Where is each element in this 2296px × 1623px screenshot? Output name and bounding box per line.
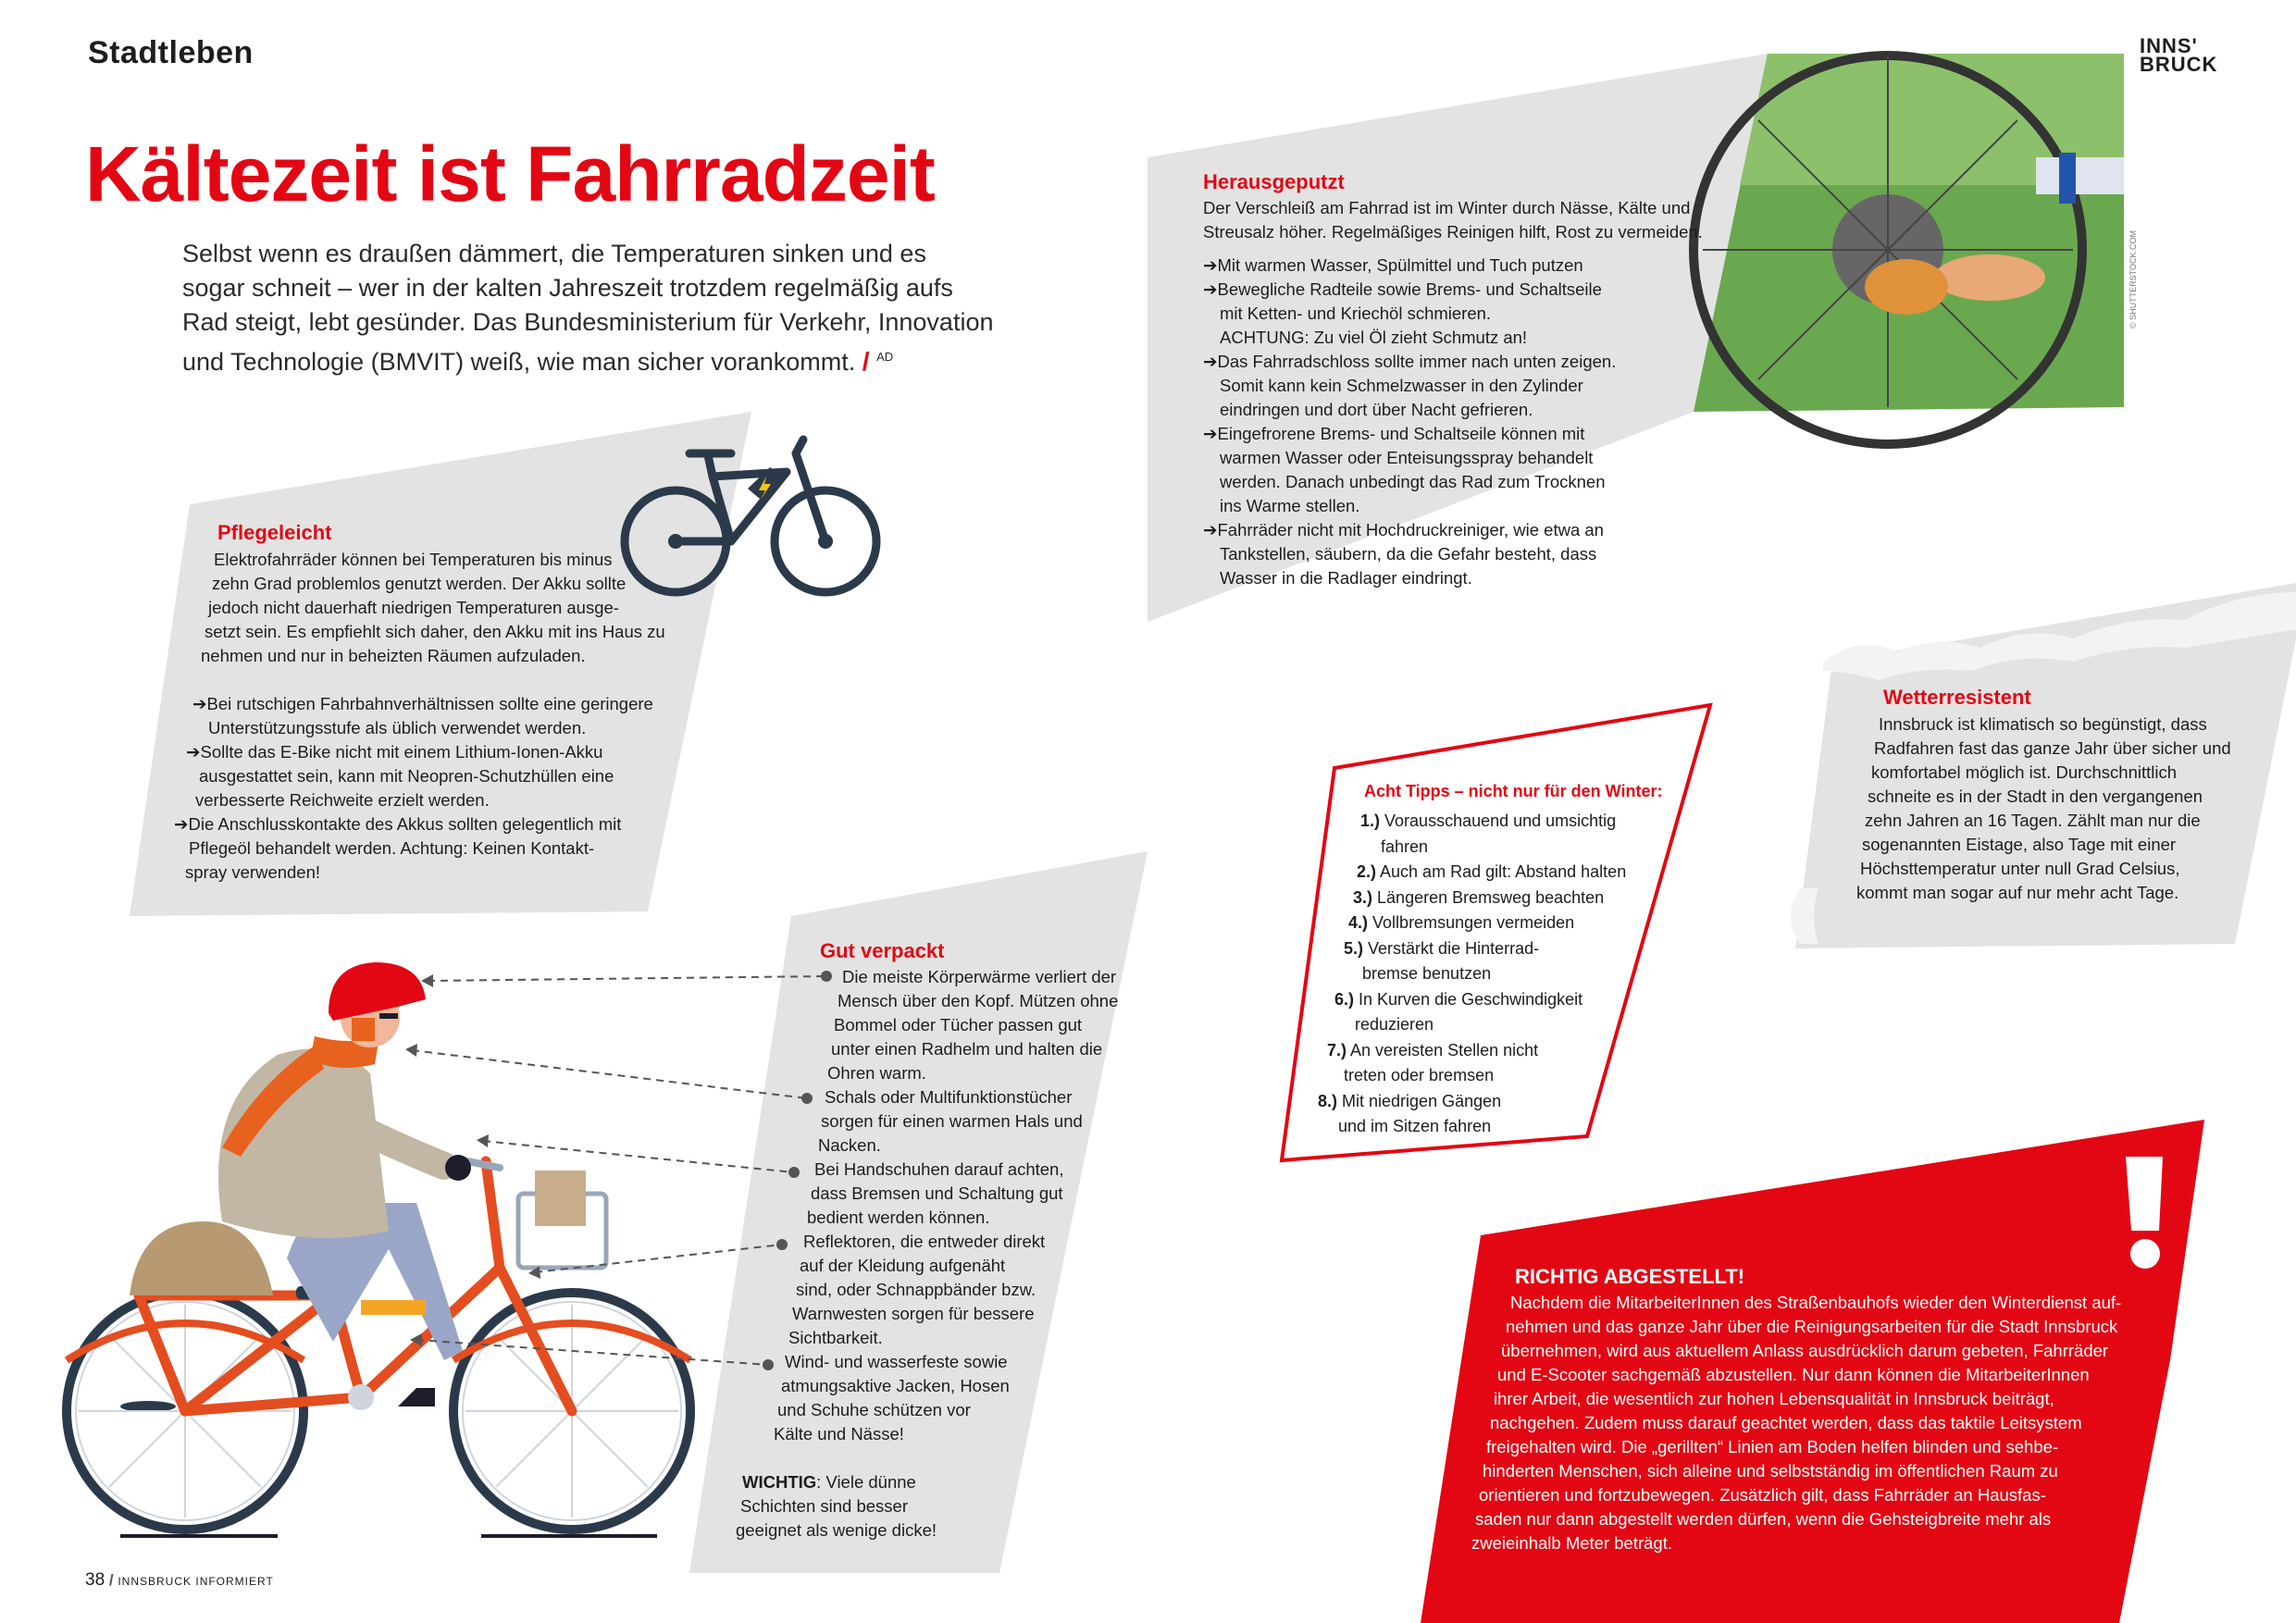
text-line: ➔Sollte das E-Bike nicht mit einem Lithium-Ionen-Akku [186, 742, 603, 762]
text-line: mit Ketten- und Kriechöl schmieren. [1220, 304, 1492, 323]
author-credit: AD [876, 350, 894, 364]
text-line [199, 668, 665, 692]
text-line: sind, oder Schnappbänder bzw. [796, 1280, 1036, 1299]
text-line: eindringen und dort über Nacht gefrieren. [1220, 400, 1533, 419]
tip-item [1360, 809, 1626, 835]
intro-line [182, 340, 941, 379]
text-line: auf der Kleidung aufgenäht [800, 1256, 1006, 1275]
text-line: Wasser in die Radlager eindringt. [1220, 568, 1472, 588]
text-line: bedient werden können. [807, 1208, 990, 1227]
wichtig-text: : Viele dünne [816, 1472, 916, 1492]
text-line: Radfahren fast das ganze Jahr über sicher und [1874, 738, 2231, 758]
text-line: ➔Das Fahrradschloss sollte immer nach unten zeigen. [1203, 352, 1617, 371]
text-line: nehmen und das ganze Jahr über die Reinigungsarbeiten für die Stadt Innsbruck [1506, 1317, 2118, 1336]
slash-mark: / [862, 347, 870, 376]
wichtig-line [742, 1470, 1118, 1494]
tip-item [1353, 886, 1626, 911]
tip-text: An vereisten Stellen nicht [1350, 1040, 1539, 1059]
tip-number: 3.) [1353, 887, 1373, 907]
tip-item-cont: und im Sitzen fahren [1338, 1117, 1492, 1135]
text-line: ausgestattet sein, kann mit Neopren-Schutzhüllen eine [199, 766, 614, 786]
text-line: ➔Die Anschlusskontakte des Akkus sollten gelegentlich mit [174, 814, 622, 834]
spacer [1203, 244, 1703, 254]
intro-line: Rad steigt, lebt gesünder. Das Bundesministerium für Verkehr, Innovation [182, 308, 994, 336]
tip-text: Verstärkt die Hinterrad- [1368, 938, 1540, 958]
text-line: Tankstellen, säubern, da die Gefahr besteht, dass [1220, 544, 1597, 564]
text-line: Warnwesten sorgen für bessere [792, 1304, 1035, 1323]
text-line: sogenannten Eistage, also Tage mit einer [1862, 835, 2177, 854]
text-line: zweieinhalb Meter beträgt. [1471, 1533, 1672, 1553]
text-line: und E-Scooter sachgemäß abzustellen. Nur dann können die MitarbeiterInnen [1497, 1365, 2090, 1384]
text-line: orientieren und fortzubewegen. Zusätzlich gilt, dass Fahrräder an Hausfas- [1479, 1485, 2046, 1505]
text-line: zehn Grad problemlos genutzt werden. Der Akku sollte [212, 574, 627, 593]
tip-text: In Kurven die Geschwindigkeit [1359, 989, 1583, 1009]
wetter-text [1856, 712, 2231, 905]
text-line: nachgehen. Zudem muss darauf geachtet werden, dass das taktile Leitsystem [1490, 1413, 2082, 1432]
section-label: Stadtleben [88, 35, 254, 70]
tip-number: 8.) [1318, 1091, 1338, 1110]
herausgeputzt-title: Herausgeputzt [1203, 170, 1345, 193]
text-line: komfortabel möglich ist. Durchschnittlich [1871, 762, 2178, 782]
tip-number: 1.) [1360, 812, 1381, 830]
gut-verpackt-title: Gut verpackt [820, 939, 945, 962]
abgestellt-text [1471, 1291, 2122, 1555]
spacer [740, 1446, 1118, 1470]
tip-text: Mit niedrigen Gängen [1342, 1091, 1502, 1110]
tip-item [1357, 860, 1626, 886]
tip-number: 6.) [1334, 989, 1355, 1009]
text-line: ➔Bewegliche Radteile sowie Brems- und Schaltseile [1203, 279, 1602, 299]
photo-credit: © SHUTTERSTOCK.COM [2128, 230, 2138, 328]
tip-text: Längeren Bremsweg beachten [1377, 887, 1605, 907]
text-line: Nacken. [818, 1135, 881, 1155]
text-line: ➔Bei rutschigen Fahrbahnverhältnissen sollte eine geringere [192, 694, 653, 713]
tip-item-cont: reduzieren [1355, 1015, 1434, 1034]
text-line: Elektrofahrräder können bei Temperaturen bis minus [214, 550, 613, 569]
text-line: Reflektoren, die entweder direkt [803, 1232, 1046, 1251]
wetter-title: Wetterresistent [1883, 686, 2031, 709]
text-line: ➔Mit warmen Wasser, Spülmittel und Tuch putzen [1203, 255, 1583, 275]
bike-cleaning-photo [1694, 54, 2124, 444]
text-line: nehmen und nur in beheizten Räumen aufzuladen. [201, 646, 586, 665]
text-line: Pflegeöl behandelt werden. Achtung: Keinen Kontakt- [189, 838, 595, 858]
text-line: geeignet als wenige dicke! [736, 1520, 937, 1540]
text-line: unter einen Radhelm und halten die [831, 1039, 1103, 1059]
pflegeleicht-title: Pflegeleicht [217, 521, 332, 544]
text-line: hinderten Menschen, sich alleine und selbstständig im öffentlichen Raum zu [1483, 1461, 2058, 1481]
text-line: Schichten sind besser [740, 1496, 908, 1516]
text-line: werden. Danach unbedingt das Rad zum Trocknen [1220, 472, 1606, 491]
text-line: Die meiste Körperwärme verliert der [842, 967, 1117, 986]
text-line: Sichtbarkeit. [788, 1328, 883, 1347]
text-line: Innsbruck ist klimatisch so begünstigt, dass [1879, 714, 2207, 734]
text-line: ➔Fahrräder nicht mit Hochdruckreiniger, wie etwa an [1203, 520, 1604, 539]
text-line: atmungsaktive Jacken, Hosen [781, 1376, 1010, 1395]
text-line: ins Warme stellen. [1220, 496, 1360, 515]
text-line: zehn Jahren an 16 Tagen. Zählt man nur die [1865, 811, 2201, 830]
text-line: und Schuhe schützen vor [777, 1400, 971, 1419]
text-line: Ohren warm. [827, 1063, 926, 1083]
text-line: übernehmen, wird aus aktuellem Anlass ausdrücklich darum gebeten, Fahrräder [1501, 1341, 2109, 1360]
tip-item [1334, 987, 1626, 1013]
text-line: Bommel oder Tücher passen gut [834, 1015, 1083, 1035]
text-line: Höchsttemperatur unter null Grad Celsius, [1860, 859, 2180, 878]
text-line: Wind- und wasserfeste sowie [785, 1352, 1008, 1371]
intro-line-text: und Technologie (BMVIT) weiß, wie man sicher vorankommt. [182, 348, 856, 376]
slash-mark: / [108, 1571, 114, 1589]
tip-text: Auch am Rad gilt: Abstand halten [1380, 862, 1627, 881]
logo-line-1: INNS' [2140, 34, 2198, 57]
tip-item [1348, 911, 1626, 936]
tips-list [1314, 809, 1626, 1140]
text-line: dass Bremsen und Schaltung gut [811, 1183, 1063, 1203]
text-line: Unterstützungsstufe als üblich verwendet werden. [208, 718, 587, 737]
herausgeputzt-text [1203, 196, 1703, 590]
tip-item-cont: bremse benutzen [1362, 964, 1492, 983]
intro-text [182, 237, 994, 379]
text-line: saden nur dann abgestellt werden dürfen, wenn die Gehsteigbreite mehr als [1475, 1509, 2052, 1529]
magazine-name: INNSBRUCK INFORMIERT [118, 1575, 274, 1588]
tips-title: Acht Tipps – nicht nur für den Winter: [1364, 782, 1663, 800]
tip-number: 4.) [1348, 913, 1369, 932]
page-title: Kältezeit ist Fahrradzeit [85, 130, 935, 217]
text-line: Bei Handschuhen darauf achten, [814, 1159, 1064, 1179]
tip-item-cont: fahren [1381, 836, 1429, 856]
page-number: 38 [85, 1570, 105, 1590]
text-line: spray verwenden! [185, 862, 321, 882]
tip-text: Vorausschauend und umsichtig [1384, 812, 1617, 830]
text-line: Streusalz höher. Regelmäßiges Reinigen hilft, Rost zu vermeiden. [1203, 222, 1703, 242]
cyclist-illustration [67, 962, 690, 1536]
page-footer [85, 1570, 274, 1591]
text-line: warmen Wasser oder Enteisungsspray behandelt [1220, 448, 1594, 467]
text-line: freigehalten wird. Die „gerillten“ Linien am Boden helfen blinden und sehbe- [1486, 1437, 2059, 1456]
gut-verpackt-text [736, 965, 1119, 1542]
abgestellt-title: RICHTIG ABGESTELLT! [1515, 1265, 1745, 1288]
tip-number: 2.) [1357, 862, 1377, 881]
tip-item [1327, 1038, 1626, 1064]
tip-item [1318, 1089, 1626, 1115]
exclamation-icon [2126, 1157, 2163, 1269]
tip-number: 7.) [1327, 1040, 1347, 1059]
text-line: ➔Eingefrorene Brems- und Schaltseile können mit [1203, 424, 1585, 443]
pflegeleicht-text [174, 548, 665, 885]
text-line: schneite es in der Stadt in den vergangenen [1868, 787, 2203, 806]
logo-line-2: BRUCK [2140, 53, 2218, 76]
text-line: Schals oder Multifunktionstücher [825, 1087, 1073, 1107]
tip-item [1344, 936, 1626, 962]
wichtig-label: WICHTIG [742, 1472, 817, 1492]
text-line: verbesserte Reichweite erzielt werden. [195, 790, 490, 810]
text-line: Somit kann kein Schmelzwasser in den Zylinder [1220, 376, 1583, 395]
text-line: ihrer Arbeit, die wesentlich zur hohen Lebensqualität in Innsbruck beiträgt, [1494, 1389, 2054, 1408]
text-line: jedoch nicht dauerhaft niedrigen Temperaturen ausge- [208, 598, 619, 617]
intro-line: sogar schneit – wer in der kalten Jahreszeit trotzdem regelmäßig aufs [182, 274, 953, 302]
tip-item-cont: treten oder bremsen [1344, 1066, 1495, 1084]
text-line: ACHTUNG: Zu viel Öl zieht Schmutz an! [1220, 328, 1528, 347]
text-line: Mensch über den Kopf. Mützen ohne [838, 991, 1119, 1010]
text-line: Der Verschleiß am Fahrrad ist im Winter durch Nässe, Kälte und [1203, 198, 1691, 217]
text-line: Kälte und Nässe! [774, 1424, 904, 1443]
intro-line: Selbst wenn es draußen dämmert, die Temperaturen sinken und es [182, 240, 926, 267]
text-line: sorgen für einen warmen Hals und [821, 1111, 1083, 1131]
text-line: setzt sein. Es empfiehlt sich daher, den Akku mit ins Haus zu [205, 622, 665, 641]
text-line: kommt man sogar auf nur mehr acht Tage. [1856, 883, 2179, 902]
tip-number: 5.) [1344, 938, 1364, 958]
text-line: Nachdem die MitarbeiterInnen des Straßenbauhofs wieder den Winterdienst auf- [1510, 1293, 2122, 1312]
tip-text: Vollbremsungen vermeiden [1372, 913, 1575, 932]
innsbruck-logo [2140, 34, 2218, 76]
